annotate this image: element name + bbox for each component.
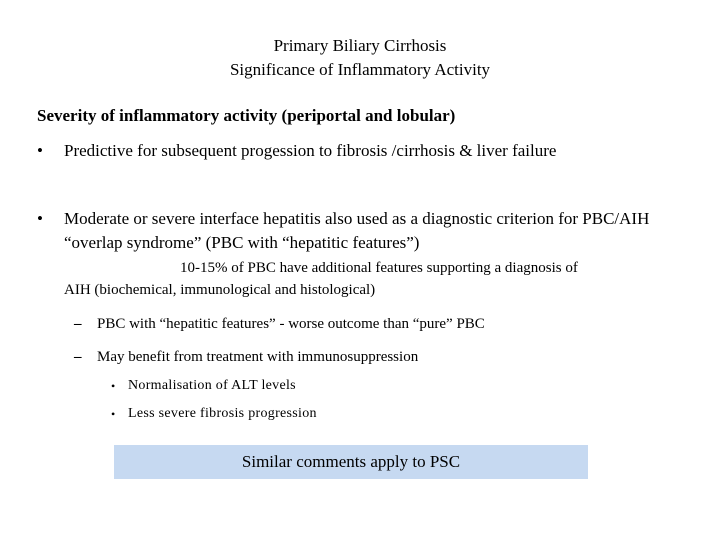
bullet-marker: • bbox=[111, 379, 116, 393]
sub-sub-bullet-item bbox=[111, 404, 431, 424]
sub-bullet-item bbox=[74, 346, 634, 368]
bullet-marker: • bbox=[37, 209, 43, 228]
sub-sub-bullet-text: Less severe fibrosis progression bbox=[128, 406, 317, 421]
sub-bullet-text: May benefit from treatment with immunosuppression bbox=[97, 349, 419, 365]
sub-sub-bullet-item bbox=[111, 376, 431, 396]
sub-bullet-text: PBC with “hepatitic features” - worse outcome than “pure” PBC bbox=[97, 316, 485, 332]
callout-box: Similar comments apply to PSC bbox=[114, 445, 588, 479]
bullet-marker: • bbox=[111, 407, 116, 421]
section-heading: Severity of inflammatory activity (periportal and lobular) bbox=[37, 106, 456, 125]
bullet-item bbox=[37, 207, 687, 257]
note-line-2: AIH (biochemical, immunological and histological) bbox=[64, 282, 376, 298]
bullet-text: Moderate or severe interface hepatitis also used as a diagnostic criterion for PBC/AIH “overlap syndrome” (PBC with “hepatitic features”) bbox=[64, 209, 650, 252]
bullet-text: Predictive for subsequent progession to fibrosis /cirrhosis & liver failure bbox=[64, 141, 557, 160]
dash-marker: – bbox=[74, 349, 82, 365]
slide-title-line-1: Primary Biliary Cirrhosis bbox=[273, 36, 447, 55]
bullet-item bbox=[37, 139, 687, 165]
sub-sub-bullet-text: Normalisation of ALT levels bbox=[128, 378, 296, 393]
bullet-marker: • bbox=[37, 141, 43, 160]
note-line-1: 10-15% of PBC have additional features supporting a diagnosis of bbox=[180, 260, 578, 276]
dash-marker: – bbox=[74, 316, 82, 332]
slide-title-line-2: Significance of Inflammatory Activity bbox=[229, 60, 491, 79]
sub-bullet-item bbox=[74, 313, 634, 335]
